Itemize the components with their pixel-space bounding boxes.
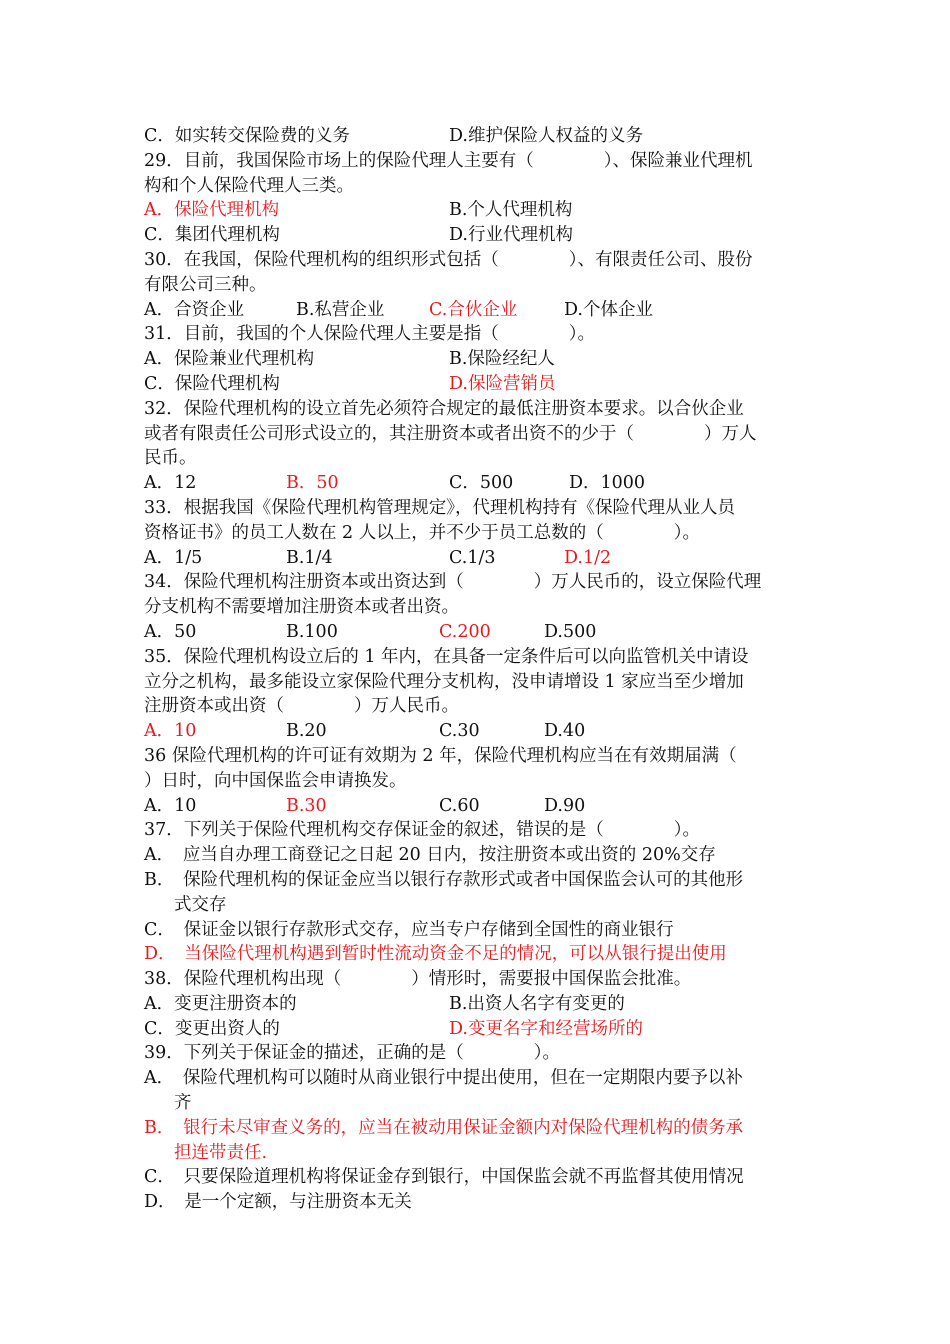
answer-option: C．500 bbox=[449, 473, 514, 494]
options-line bbox=[144, 1017, 808, 1042]
options-line bbox=[144, 298, 808, 323]
answer-option: D.保险营销员 bbox=[449, 373, 556, 394]
text-line: 有限公司三种。 bbox=[144, 274, 267, 295]
text-line: 34．保险代理机构注册资本或出资达到（ ）万人民币的，设立保险代理 bbox=[144, 572, 762, 593]
answer-option: C.30 bbox=[439, 721, 480, 742]
text-line: 31．目前，我国的个人保险代理人主要是指（ ）。 bbox=[144, 324, 596, 345]
options-line bbox=[144, 546, 808, 571]
text-line: 30．在我国，保险代理机构的组织形式包括（ ）、有限责任公司、股份 bbox=[144, 249, 753, 270]
text-line: A． 应当自办理工商登记之日起 20 日内，按注册资本或出资的 20%交存 bbox=[144, 845, 716, 866]
answer-option: D.变更名字和经营场所的 bbox=[449, 1018, 643, 1039]
answer-option: A．保险代理机构 bbox=[144, 200, 280, 221]
answer-option: A．50 bbox=[144, 621, 197, 642]
answer-option: D.90 bbox=[544, 795, 586, 816]
text-line: C． 保证金以银行存款形式交存，应当专户存储到全国性的商业银行 bbox=[144, 919, 674, 940]
answer-option: B.20 bbox=[286, 721, 327, 742]
answer-option: A．1/5 bbox=[144, 547, 203, 568]
options-line bbox=[144, 372, 808, 397]
text-line: ）日时，向中国保监会申请换发。 bbox=[144, 770, 407, 791]
answer-option: D.个体企业 bbox=[564, 299, 653, 320]
answer-option: A．12 bbox=[144, 473, 197, 494]
answer-option: C．保险代理机构 bbox=[144, 373, 280, 394]
answer-option: B.100 bbox=[286, 621, 338, 642]
answer-option: D．1000 bbox=[569, 473, 646, 494]
text-line: C． 只要保险道理机构将保证金存到银行，中国保监会就不再监督其使用情况 bbox=[144, 1167, 744, 1188]
answer-option: A．10 bbox=[144, 721, 197, 742]
text-line: 或者有限责任公司形式设立的，其注册资本或者出资不的少于（ ）万人 bbox=[144, 423, 757, 444]
answer-option: B.个人代理机构 bbox=[449, 200, 573, 221]
answer-option: D.行业代理机构 bbox=[449, 225, 573, 246]
options-line bbox=[144, 794, 808, 819]
answer-option: B.出资人名字有变更的 bbox=[449, 993, 625, 1014]
answer-option: C．集团代理机构 bbox=[144, 225, 280, 246]
options-line bbox=[144, 719, 808, 744]
answer-option: A．保险兼业代理机构 bbox=[144, 349, 315, 370]
answer-option: A．10 bbox=[144, 795, 197, 816]
answer-option: B.私营企业 bbox=[296, 299, 385, 320]
answer-option: B.30 bbox=[286, 795, 327, 816]
options-line bbox=[144, 992, 808, 1017]
options-line bbox=[144, 347, 808, 372]
text-line: 立分之机构，最多能设立家保险代理分支机构，没申请增设 1 家应当至少增加 bbox=[144, 671, 744, 692]
text-line: B． 银行未尽审查义务的，应当在被动用保证金额内对保险代理机构的债务承 bbox=[144, 1117, 744, 1138]
text-line: 分支机构不需要增加注册资本或者出资。 bbox=[144, 597, 459, 618]
answer-option: D.1/2 bbox=[564, 547, 612, 568]
text-line: 资格证书》的员工人数在 2 人以上，并不少于员工总数的（ ）。 bbox=[144, 522, 701, 543]
text-line: 35．保险代理机构设立后的 1 年内，在具备一定条件后可以向监管机关中请设 bbox=[144, 646, 749, 667]
options-line bbox=[144, 198, 808, 223]
answer-option: C.合伙企业 bbox=[429, 299, 518, 320]
text-line: 37．下列关于保险代理机构交存保证金的叙述，错误的是（ ）。 bbox=[144, 820, 701, 841]
question-list bbox=[144, 124, 808, 1215]
answer-option: D.40 bbox=[544, 721, 586, 742]
answer-option: D.500 bbox=[544, 621, 597, 642]
text-line: 32．保险代理机构的设立首先必须符合规定的最低注册资本要求。以合伙企业 bbox=[144, 398, 744, 419]
text-line: 齐 bbox=[174, 1093, 192, 1114]
text-line: 38．保险代理机构出现（ ）情形时，需要报中国保监会批准。 bbox=[144, 969, 692, 990]
answer-option: C.200 bbox=[439, 621, 491, 642]
text-line: 民币。 bbox=[144, 448, 197, 469]
text-line: 36 保险代理机构的许可证有效期为 2 年，保险代理机构应当在有效期届满（ bbox=[144, 745, 737, 766]
text-line: B． 保险代理机构的保证金应当以银行存款形式或者中国保监会认可的其他形 bbox=[144, 869, 744, 890]
options-line bbox=[144, 223, 808, 248]
answer-option: C．变更出资人的 bbox=[144, 1018, 280, 1039]
text-line: 式交存 bbox=[174, 894, 227, 915]
answer-option: C．如实转交保险费的义务 bbox=[144, 126, 350, 146]
text-line: 担连带责任. bbox=[174, 1142, 268, 1163]
answer-option: B．50 bbox=[286, 473, 339, 494]
text-line: D． 当保险代理机构遇到暂时性流动资金不足的情况，可以从银行提出使用 bbox=[144, 944, 727, 965]
options-line bbox=[144, 124, 808, 149]
text-line: D． 是一个定额，与注册资本无关 bbox=[144, 1192, 412, 1213]
answer-option: C.60 bbox=[439, 795, 480, 816]
answer-option: B.1/4 bbox=[286, 547, 333, 568]
text-line: A． 保险代理机构可以随时从商业银行中提出使用，但在一定期限内要予以补 bbox=[144, 1068, 743, 1089]
answer-option: A．变更注册资本的 bbox=[144, 993, 297, 1014]
options-line bbox=[144, 620, 808, 645]
text-line: 39．下列关于保证金的描述，正确的是（ ）。 bbox=[144, 1043, 561, 1064]
options-line bbox=[144, 471, 808, 496]
text-line: 构和个人保险代理人三类。 bbox=[144, 175, 354, 196]
text-line: 33．根据我国《保险代理机构管理规定》，代理机构持有《保险代理从业人员 bbox=[144, 497, 736, 518]
answer-option: A．合资企业 bbox=[144, 299, 245, 320]
text-line: 29．目前，我国保险市场上的保险代理人主要有（ ）、保险兼业代理机 bbox=[144, 150, 753, 171]
answer-option: B.保险经纪人 bbox=[449, 349, 555, 370]
answer-option: C.1/3 bbox=[449, 547, 496, 568]
text-line: 注册资本或出资（ ）万人民币。 bbox=[144, 696, 459, 717]
answer-option: D.维护保险人权益的义务 bbox=[449, 126, 643, 146]
